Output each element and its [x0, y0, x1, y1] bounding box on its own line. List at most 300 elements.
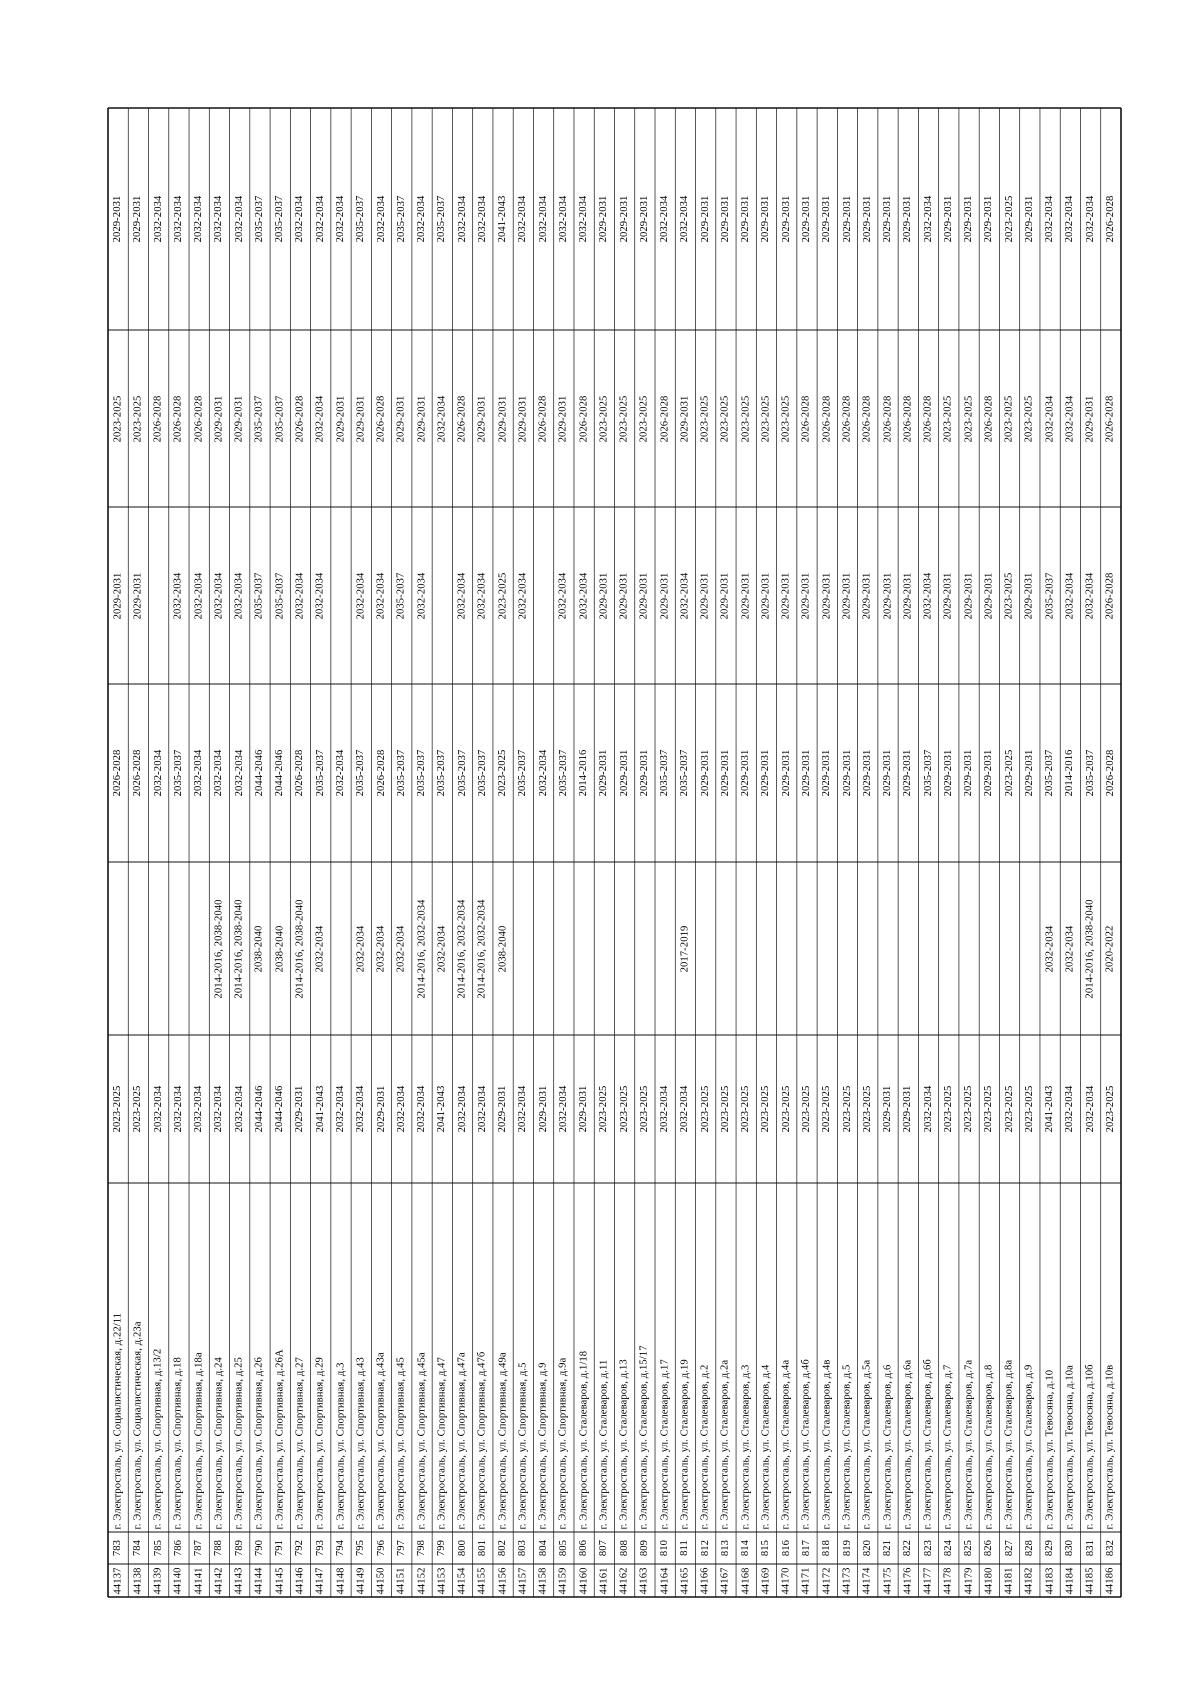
period-3-text: 2029-2031: [719, 749, 731, 797]
row-id-text: 44169: [760, 1567, 772, 1594]
address-text: г. Электросталь, ул. Тевосяна, д.10б: [1084, 1363, 1096, 1529]
period-6-text: 2029-2031: [699, 195, 711, 243]
cell-row-number: [837, 1532, 857, 1564]
cell-period-3: [675, 684, 695, 862]
period-5-text: 2026-2028: [578, 395, 590, 442]
cell-row-id: [918, 1564, 938, 1597]
cell-period-5: [331, 330, 351, 507]
cell-period-1: [959, 1035, 979, 1183]
cell-period-3: [169, 684, 189, 862]
row-number-text: 799: [436, 1539, 448, 1557]
cell-period-5: [939, 330, 959, 507]
row-number-text: 785: [152, 1539, 164, 1557]
cell-row-id: [412, 1564, 432, 1597]
period-4-text: 2026-2028: [1104, 572, 1116, 619]
cell-period-4: [696, 507, 716, 684]
period-6-text: 2029-2031: [112, 195, 124, 243]
period-1-text: 2032-2034: [233, 1085, 245, 1133]
row-id-text: 44178: [942, 1567, 954, 1594]
period-5-text: 2023-2025: [1023, 395, 1035, 442]
cell-period-2: [736, 862, 756, 1035]
period-5-text: 2026-2028: [922, 395, 934, 442]
address-text: г. Электросталь, ул. Спортивная, д.25: [233, 1356, 245, 1529]
period-3-text: 2044-2046: [253, 749, 265, 797]
cell-address: [898, 1183, 918, 1532]
period-3-text: 2035-2037: [456, 749, 468, 797]
period-3-text: 2035-2037: [314, 749, 326, 797]
address-text: г. Электросталь, ул. Спортивная, д.5: [517, 1362, 529, 1529]
address-text: г. Электросталь, ул. Сталеваров, д.19: [679, 1358, 691, 1529]
period-4-text: 2029-2031: [841, 572, 853, 619]
period-4-text: 2029-2031: [942, 572, 954, 619]
period-1-text: 2029-2031: [882, 1085, 894, 1133]
cell-period-1: [473, 1035, 493, 1183]
period-6-text: 2032-2034: [193, 195, 205, 243]
row-id-text: 44166: [699, 1567, 711, 1594]
cell-row-number: [777, 1532, 797, 1564]
period-1-text: 2029-2031: [578, 1085, 590, 1133]
cell-period-1: [230, 1035, 250, 1183]
cell-period-6: [1101, 108, 1121, 330]
cell-period-3: [655, 684, 675, 862]
period-4-text: 2029-2031: [112, 572, 124, 619]
period-2-text: 2014-2016, 2038-2040: [213, 898, 225, 999]
cell-row-id: [149, 1564, 169, 1597]
period-3-text: 2014-2016: [578, 749, 590, 797]
cell-address: [351, 1183, 371, 1532]
period-1-text: 2023-2025: [760, 1085, 772, 1133]
row-number-text: 829: [1044, 1539, 1056, 1557]
cell-period-4: [473, 507, 493, 684]
period-1-text: 2032-2034: [213, 1085, 225, 1133]
period-1-text: 2023-2025: [740, 1085, 752, 1133]
cell-period-2: [817, 862, 837, 1035]
address-text: г. Электросталь, ул. Сталеваров, д.4: [760, 1364, 772, 1529]
cell-address: [554, 1183, 574, 1532]
cell-period-6: [290, 108, 310, 330]
cell-period-1: [1020, 1035, 1040, 1183]
period-6-text: 2032-2034: [416, 195, 428, 243]
row-number-text: 827: [1003, 1539, 1015, 1557]
cell-period-5: [1040, 330, 1060, 507]
period-5-text: 2023-2025: [740, 395, 752, 442]
cell-address: [959, 1183, 979, 1532]
period-1-text: 2023-2025: [1104, 1085, 1116, 1133]
cell-period-2: [797, 862, 817, 1035]
cell-period-2: [432, 862, 452, 1035]
cell-period-2: [756, 862, 776, 1035]
row-id-text: 44143: [233, 1567, 245, 1594]
cell-row-number: [817, 1532, 837, 1564]
period-3-text: 2026-2028: [132, 749, 144, 797]
cell-period-6: [493, 108, 513, 330]
cell-address: [655, 1183, 675, 1532]
cell-period-3: [513, 684, 533, 862]
period-6-text: 2029-2031: [963, 195, 975, 243]
cell-period-1: [1060, 1035, 1080, 1183]
cell-period-6: [777, 108, 797, 330]
cell-period-4: [493, 507, 513, 684]
period-6-text: 2029-2031: [760, 195, 772, 243]
cell-address: [574, 1183, 594, 1532]
cell-address: [1060, 1183, 1080, 1532]
row-id-text: 44138: [132, 1567, 144, 1594]
cell-period-2: [858, 862, 878, 1035]
row-id-text: 44170: [780, 1567, 792, 1594]
cell-period-5: [837, 330, 857, 507]
cell-row-number: [493, 1532, 513, 1564]
cell-period-2: [230, 862, 250, 1035]
cell-address: [736, 1183, 756, 1532]
period-1-text: 2032-2034: [416, 1085, 428, 1133]
cell-period-4: [290, 507, 310, 684]
address-text: г. Электросталь, ул. Тевосяна, д.10а: [1064, 1364, 1076, 1529]
period-6-text: 2032-2034: [578, 195, 590, 243]
address-text: г. Электросталь, ул. Сталеваров, д.3: [740, 1364, 752, 1529]
cell-period-1: [452, 1035, 472, 1183]
row-id-text: 44180: [983, 1567, 995, 1594]
period-1-text: 2023-2025: [699, 1085, 711, 1133]
cell-row-id: [169, 1564, 189, 1597]
period-4-text: 2032-2034: [193, 572, 205, 619]
cell-period-4: [412, 507, 432, 684]
period-3-text: 2035-2037: [659, 749, 671, 797]
period-2-text: 2014-2016, 2038-2040: [1084, 898, 1096, 999]
cell-period-5: [432, 330, 452, 507]
period-6-text: 2035-2037: [436, 195, 448, 243]
row-id-text: 44162: [618, 1567, 630, 1594]
period-1-text: 2032-2034: [193, 1085, 205, 1133]
cell-address: [635, 1183, 655, 1532]
cell-period-5: [473, 330, 493, 507]
cell-row-number: [574, 1532, 594, 1564]
cell-period-4: [615, 507, 635, 684]
cell-row-id: [533, 1564, 553, 1597]
cell-period-3: [392, 684, 412, 862]
cell-row-number: [149, 1532, 169, 1564]
cell-address: [858, 1183, 878, 1532]
cell-period-6: [452, 108, 472, 330]
cell-period-2: [270, 862, 290, 1035]
cell-period-1: [999, 1035, 1019, 1183]
cell-row-id: [615, 1564, 635, 1597]
cell-row-number: [473, 1532, 493, 1564]
cell-row-number: [1060, 1532, 1080, 1564]
row-number-text: 832: [1104, 1539, 1116, 1557]
cell-period-3: [351, 684, 371, 862]
cell-period-2: [290, 862, 310, 1035]
row-id-text: 44168: [740, 1567, 752, 1594]
period-3-text: 2029-2031: [618, 749, 630, 797]
period-3-text: 2029-2031: [963, 749, 975, 797]
period-5-text: 2029-2031: [497, 395, 509, 442]
period-4-text: 2032-2034: [557, 572, 569, 619]
period-4-text: 2029-2031: [699, 572, 711, 619]
period-5-text: 2029-2031: [233, 395, 245, 442]
cell-address: [979, 1183, 999, 1532]
period-3-text: 2035-2037: [557, 749, 569, 797]
cell-period-4: [716, 507, 736, 684]
cell-period-1: [878, 1035, 898, 1183]
period-1-text: 2032-2034: [517, 1085, 529, 1133]
period-4-text: 2029-2031: [861, 572, 873, 619]
period-3-text: 2029-2031: [699, 749, 711, 797]
row-number-text: 818: [821, 1539, 833, 1557]
cell-row-number: [108, 1532, 128, 1564]
period-3-text: 2023-2025: [497, 749, 509, 797]
period-1-text: 2032-2034: [922, 1085, 934, 1133]
address-text: г. Электросталь, ул. Спортивная, д.47: [436, 1356, 448, 1529]
cell-period-4: [513, 507, 533, 684]
period-5-text: 2023-2025: [963, 395, 975, 442]
period-6-text: 2032-2034: [1084, 195, 1096, 243]
cell-period-1: [311, 1035, 331, 1183]
cell-row-id: [432, 1564, 452, 1597]
period-1-text: 2041-2043: [314, 1085, 326, 1133]
period-5-text: 2026-2028: [861, 395, 873, 442]
cell-period-1: [1080, 1035, 1100, 1183]
cell-row-number: [432, 1532, 452, 1564]
period-1-text: 2029-2031: [537, 1085, 549, 1133]
address-text: г. Электросталь, ул. Спортивная, д.43а: [375, 1351, 387, 1529]
cell-period-2: [311, 862, 331, 1035]
cell-period-5: [554, 330, 574, 507]
period-3-text: 2029-2031: [740, 749, 752, 797]
cell-period-6: [149, 108, 169, 330]
period-3-text: 2035-2037: [355, 749, 367, 797]
cell-period-5: [655, 330, 675, 507]
period-6-text: 2032-2034: [456, 195, 468, 243]
row-number-text: 831: [1084, 1539, 1096, 1557]
cell-period-3: [250, 684, 270, 862]
cell-row-number: [513, 1532, 533, 1564]
period-2-text: 2014-2016, 2032-2034: [416, 898, 428, 999]
cell-period-5: [878, 330, 898, 507]
period-6-text: 2029-2031: [821, 195, 833, 243]
period-6-text: 2035-2037: [355, 195, 367, 243]
address-text: г. Электросталь, ул. Сталеваров, д.7а: [963, 1359, 975, 1529]
period-6-text: 2029-2031: [1023, 195, 1035, 243]
cell-period-3: [696, 684, 716, 862]
period-5-text: 2026-2028: [983, 395, 995, 442]
row-id-text: 44153: [436, 1567, 448, 1594]
cell-period-6: [311, 108, 331, 330]
period-6-text: 2035-2037: [395, 195, 407, 243]
cell-period-4: [939, 507, 959, 684]
cell-period-2: [351, 862, 371, 1035]
cell-row-id: [979, 1564, 999, 1597]
cell-period-3: [959, 684, 979, 862]
period-6-text: 2029-2031: [618, 195, 630, 243]
cell-period-1: [351, 1035, 371, 1183]
cell-period-4: [169, 507, 189, 684]
period-4-text: 2032-2034: [172, 572, 184, 619]
cell-period-4: [817, 507, 837, 684]
cell-row-number: [290, 1532, 310, 1564]
cell-period-1: [696, 1035, 716, 1183]
period-1-text: 2041-2043: [1044, 1085, 1056, 1133]
cell-row-id: [878, 1564, 898, 1597]
address-text: г. Электросталь, ул. Спортивная, д.24: [213, 1356, 225, 1529]
period-4-text: 2032-2034: [679, 572, 691, 619]
address-text: г. Электросталь, ул. Сталеваров, д.5: [841, 1364, 853, 1529]
period-1-text: 2023-2025: [719, 1085, 731, 1133]
row-id-text: 44137: [112, 1567, 124, 1594]
cell-period-1: [817, 1035, 837, 1183]
address-text: г. Электросталь, ул. Сталеваров, д.7: [942, 1364, 954, 1529]
period-5-text: 2026-2028: [821, 395, 833, 442]
cell-address: [817, 1183, 837, 1532]
row-id-text: 44165: [679, 1567, 691, 1594]
cell-period-3: [1060, 684, 1080, 862]
cell-period-6: [736, 108, 756, 330]
cell-period-4: [736, 507, 756, 684]
row-id-text: 44152: [416, 1567, 428, 1594]
cell-row-number: [696, 1532, 716, 1564]
period-6-text: 2032-2034: [172, 195, 184, 243]
row-number-text: 828: [1023, 1539, 1035, 1557]
cell-period-1: [675, 1035, 695, 1183]
cell-period-6: [1080, 108, 1100, 330]
row-id-text: 44163: [638, 1567, 650, 1594]
period-4-text: 2029-2031: [760, 572, 772, 619]
row-id-text: 44139: [152, 1567, 164, 1594]
cell-period-5: [169, 330, 189, 507]
row-number-text: 830: [1064, 1539, 1076, 1557]
period-4-text: 2029-2031: [132, 572, 144, 619]
cell-row-id: [736, 1564, 756, 1597]
address-text: г. Электросталь, ул. Спортивная, д.29: [314, 1356, 326, 1529]
cell-address: [452, 1183, 472, 1532]
period-6-text: 2035-2037: [253, 195, 265, 243]
period-5-text: 2026-2028: [294, 395, 306, 442]
cell-period-4: [230, 507, 250, 684]
period-6-text: 2032-2034: [476, 195, 488, 243]
period-2-text: 2038-2040: [253, 925, 265, 972]
cell-period-6: [858, 108, 878, 330]
cell-address: [716, 1183, 736, 1532]
period-1-text: 2023-2025: [132, 1085, 144, 1133]
period-4-text: 2029-2031: [659, 572, 671, 619]
cell-row-id: [756, 1564, 776, 1597]
period-4-text: 2035-2037: [274, 572, 286, 619]
cell-period-6: [939, 108, 959, 330]
cell-period-5: [128, 330, 148, 507]
row-number-text: 822: [902, 1539, 914, 1557]
cell-period-3: [412, 684, 432, 862]
period-6-text: 2029-2031: [638, 195, 650, 243]
cell-address: [1020, 1183, 1040, 1532]
row-number-text: 826: [983, 1539, 995, 1557]
period-6-text: 2032-2034: [1064, 195, 1076, 243]
period-4-text: 2035-2037: [1044, 572, 1056, 619]
cell-period-5: [615, 330, 635, 507]
cell-row-number: [371, 1532, 391, 1564]
cell-period-6: [655, 108, 675, 330]
cell-period-4: [270, 507, 290, 684]
cell-period-2: [1040, 862, 1060, 1035]
address-text: г. Электросталь, ул. Сталеваров, д.6: [882, 1364, 894, 1529]
row-number-text: 823: [922, 1539, 934, 1557]
period-1-text: 2029-2031: [902, 1085, 914, 1133]
cell-period-6: [351, 108, 371, 330]
period-5-text: 2023-2025: [132, 395, 144, 442]
period-4-text: 2029-2031: [800, 572, 812, 619]
cell-row-number: [675, 1532, 695, 1564]
cell-address: [533, 1183, 553, 1532]
period-1-text: 2032-2034: [659, 1085, 671, 1133]
cell-period-5: [209, 330, 229, 507]
period-3-text: 2035-2037: [172, 749, 184, 797]
cell-period-5: [777, 330, 797, 507]
period-1-text: 2032-2034: [557, 1085, 569, 1133]
cell-period-3: [270, 684, 290, 862]
cell-row-id: [250, 1564, 270, 1597]
period-3-text: 2029-2031: [821, 749, 833, 797]
cell-row-number: [898, 1532, 918, 1564]
cell-row-number: [716, 1532, 736, 1564]
cell-row-id: [128, 1564, 148, 1597]
period-6-text: 2032-2034: [152, 195, 164, 243]
cell-row-number: [311, 1532, 331, 1564]
cell-address: [432, 1183, 452, 1532]
row-number-text: 793: [314, 1539, 326, 1557]
cell-period-5: [635, 330, 655, 507]
period-3-text: 2032-2034: [193, 749, 205, 797]
row-id-text: 44174: [861, 1567, 873, 1594]
cell-row-number: [250, 1532, 270, 1564]
cell-row-id: [230, 1564, 250, 1597]
cell-period-1: [108, 1035, 128, 1183]
period-4-text: 2029-2031: [983, 572, 995, 619]
cell-row-id: [858, 1564, 878, 1597]
cell-period-1: [250, 1035, 270, 1183]
cell-row-number: [1101, 1532, 1121, 1564]
cell-period-2: [594, 862, 614, 1035]
cell-period-1: [554, 1035, 574, 1183]
cell-period-6: [392, 108, 412, 330]
period-6-text: 2035-2037: [274, 195, 286, 243]
period-1-text: 2032-2034: [679, 1085, 691, 1133]
period-5-text: 2023-2025: [618, 395, 630, 442]
cell-address: [1040, 1183, 1060, 1532]
address-text: г. Электросталь, ул. Сталеваров, д.13: [618, 1358, 630, 1529]
address-text: г. Электросталь, ул. Спортивная, д.27: [294, 1356, 306, 1529]
cell-period-4: [999, 507, 1019, 684]
period-4-text: 2029-2031: [638, 572, 650, 619]
period-6-text: 2029-2031: [983, 195, 995, 243]
period-1-text: 2023-2025: [112, 1085, 124, 1133]
cell-row-id: [898, 1564, 918, 1597]
cell-row-id: [777, 1564, 797, 1597]
cell-row-id: [797, 1564, 817, 1597]
cell-address: [250, 1183, 270, 1532]
period-5-text: 2029-2031: [416, 395, 428, 442]
cell-period-1: [939, 1035, 959, 1183]
cell-address: [939, 1183, 959, 1532]
row-number-text: 808: [618, 1539, 630, 1557]
cell-period-4: [452, 507, 472, 684]
cell-row-id: [999, 1564, 1019, 1597]
row-id-text: 44156: [497, 1567, 509, 1594]
row-number-text: 821: [882, 1539, 894, 1557]
period-2-text: 2032-2034: [355, 925, 367, 972]
period-4-text: 2029-2031: [963, 572, 975, 619]
period-3-text: 2029-2031: [598, 749, 610, 797]
cell-period-6: [878, 108, 898, 330]
period-3-text: 2035-2037: [517, 749, 529, 797]
cell-row-number: [452, 1532, 472, 1564]
